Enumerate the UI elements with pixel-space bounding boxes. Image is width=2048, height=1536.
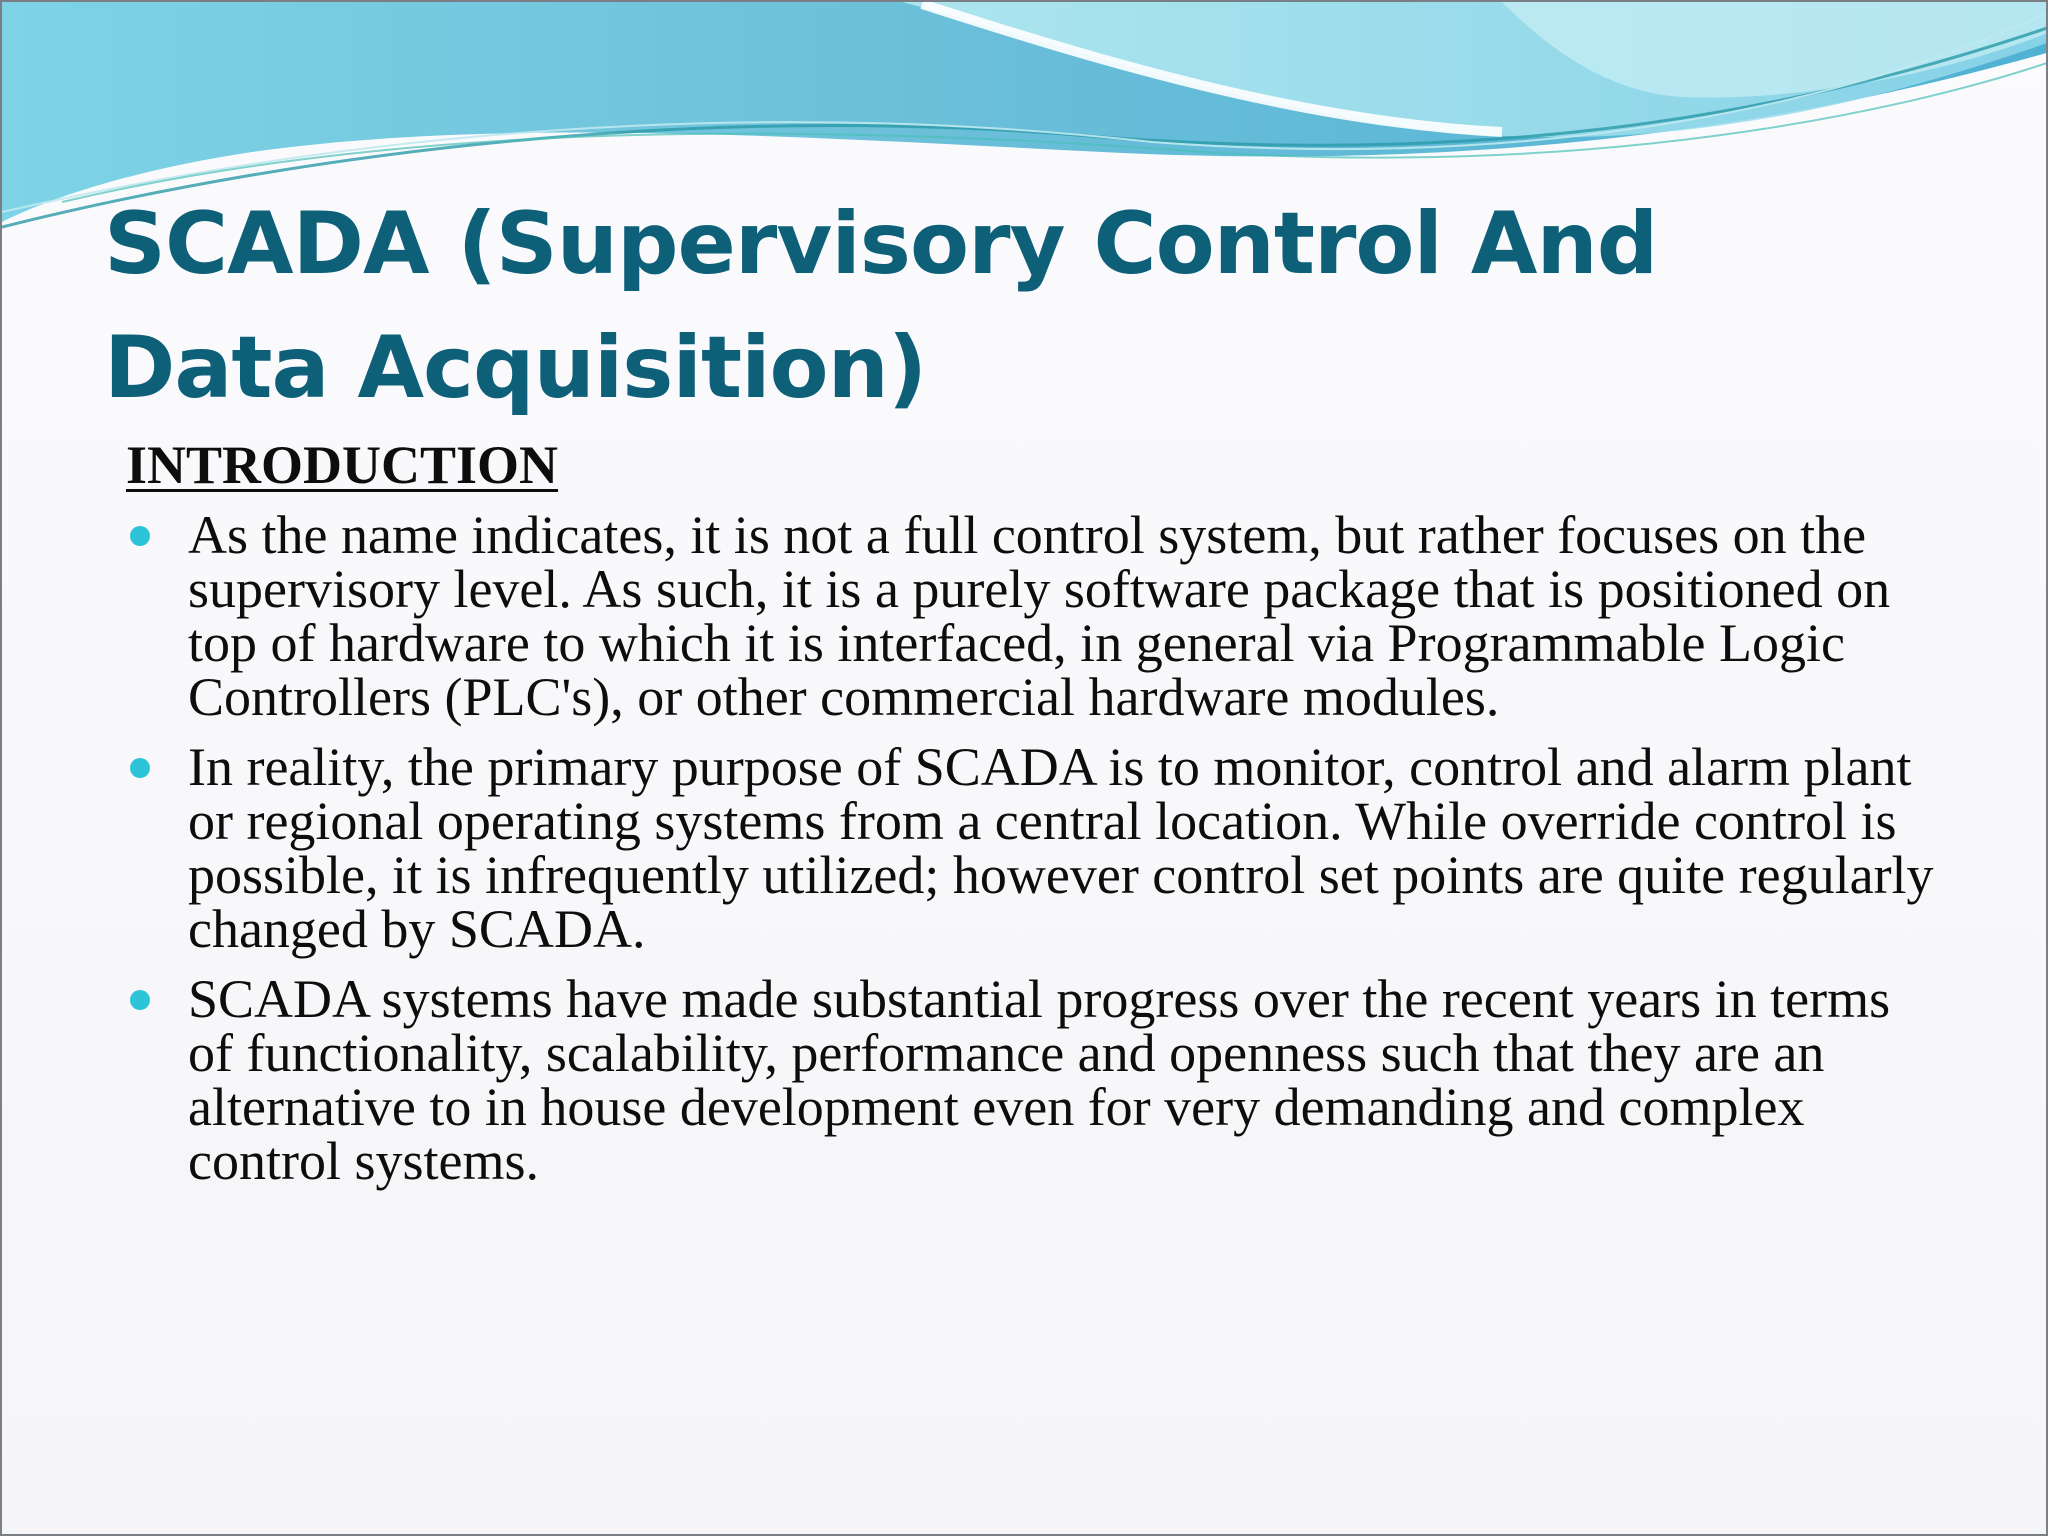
list-item [126, 969, 1946, 1191]
bullet-text: As the name indicates, it is not a full control system, but rather focuses on the supervisory level. As such, it is a purely software package that is positioned on top of hardware to which it is interfaced, in general via Programmable Logic Controllers (PLC's), or other commercial hardware modules. [188, 505, 1891, 727]
bullet-dot-icon [130, 990, 150, 1010]
section-heading: INTRODUCTION [126, 435, 559, 495]
slide-title: SCADA (Supervisory Control And Data Acquisition) [104, 194, 1658, 418]
bullet-dot-icon [130, 758, 150, 778]
list-item [126, 737, 1946, 959]
bullet-list [126, 505, 1946, 1191]
list-item [126, 505, 1946, 727]
bullet-text: In reality, the primary purpose of SCADA is to monitor, control and alarm plant or regional operating systems from a central location. While override control is possible, it is infrequently utilized; however control set points are quite regularly changed by SCADA. [188, 737, 1934, 959]
bullet-text: SCADA systems have made substantial progress over the recent years in terms of functionality, scalability, performance and openness such that they are an alternative to in house development even for very demanding and complex control systems. [188, 969, 1891, 1191]
slide-body [126, 434, 1946, 1204]
bullet-dot-icon [130, 526, 150, 546]
